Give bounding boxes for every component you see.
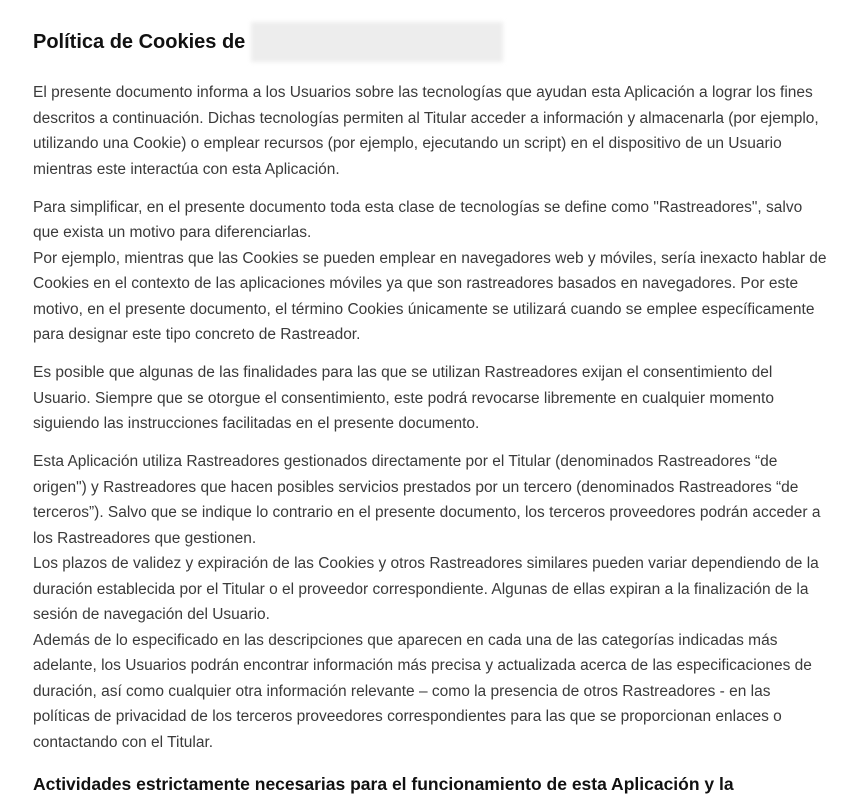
text-line: políticas de privacidad de los terceros proveedores correspondientes para las que se proporcionan enlaces o xyxy=(33,708,782,725)
paragraph-first-third-party xyxy=(33,449,839,755)
text-line: El presente documento informa a los Usuarios sobre las tecnologías que ayudan esta Aplicación a lograr los fines xyxy=(33,84,813,101)
text-line: terceros”). Salvo que se indique lo contrario en el presente documento, los terceros proveedores podrán acceder a xyxy=(33,504,821,521)
text-line: utilizando una Cookie) o emplear recursos (por ejemplo, ejecutando un script) en el dispositivo de un Usuario xyxy=(33,135,782,152)
text-line: sesión de navegación del Usuario. xyxy=(33,606,270,623)
text-line: motivo, en el presente documento, el término Cookies únicamente se utilizará cuando se emplee específicamente xyxy=(33,300,815,318)
paragraph-consent xyxy=(33,360,839,437)
section-heading: Actividades estrictamente necesarias para el funcionamiento de esta Aplicación y la xyxy=(33,774,734,794)
paragraph-trackers-definition xyxy=(33,195,839,348)
text-line: duración establecida por el Titular o el proveedor correspondiente. Algunas de ellas expiran a la finalización de la xyxy=(33,580,809,598)
policy-body xyxy=(33,80,839,768)
text-line: Cookies en el contexto de las aplicaciones móviles ya que son rastreadores basados en navegadores. Por este xyxy=(33,275,799,292)
text-line: Para simplificar, en el presente documento toda esta clase de tecnologías se define como "Rastreadores", salvo xyxy=(33,198,803,216)
text-line: Es posible que algunas de las finalidades para las que se utilizan Rastreadores exijan el consentimiento del xyxy=(33,364,773,381)
page-title: Política de Cookies de xyxy=(33,30,246,53)
text-line: los Rastreadores que gestionen. xyxy=(33,529,257,547)
text-line: origen") y Rastreadores que hacen posibles servicios prestados por un tercero (denominados Rastreadores “de xyxy=(33,478,799,496)
text-line: Usuario. Siempre que se otorgue el consentimiento, este podrá revocarse libremente en cualquier momento xyxy=(33,389,774,407)
paragraph-intro xyxy=(33,80,839,182)
text-line: Esta Aplicación utiliza Rastreadores gestionados directamente por el Titular (denominados Rastreadores “de xyxy=(33,453,778,470)
text-line: Además de lo especificado en las descripciones que aparecen en cada una de las categorías indicadas más xyxy=(33,631,778,649)
text-line: siguiendo las instrucciones facilitadas en el presente documento. xyxy=(33,415,480,432)
text-line: para designar este tipo concreto de Rastreador. xyxy=(33,326,361,343)
text-line: mientras este interactúa con esta Aplicación. xyxy=(33,160,340,178)
text-line: adelante, los Usuarios podrán encontrar información más precisa y actualizada acerca de las especificaciones de xyxy=(33,657,812,674)
redacted-app-name xyxy=(251,22,503,62)
text-line: que exista un motivo para diferenciarlas. xyxy=(33,224,312,241)
text-line: Por ejemplo, mientras que las Cookies se pueden emplear en navegadores web y móviles, sería inexacto hablar de xyxy=(33,249,827,267)
title-row xyxy=(33,22,503,62)
text-line: contactando con el Titular. xyxy=(33,733,214,751)
text-line: duración, así como cualquier otra información relevante – como la presencia de otros Rastreadores - en las xyxy=(33,682,771,700)
text-line: descritos a continuación. Dichas tecnologías permiten al Titular acceder a información y almacenarla (por ejemplo, xyxy=(33,109,819,127)
text-line: Los plazos de validez y expiración de las Cookies y otros Rastreadores similares pueden variar dependiendo de la xyxy=(33,555,819,572)
